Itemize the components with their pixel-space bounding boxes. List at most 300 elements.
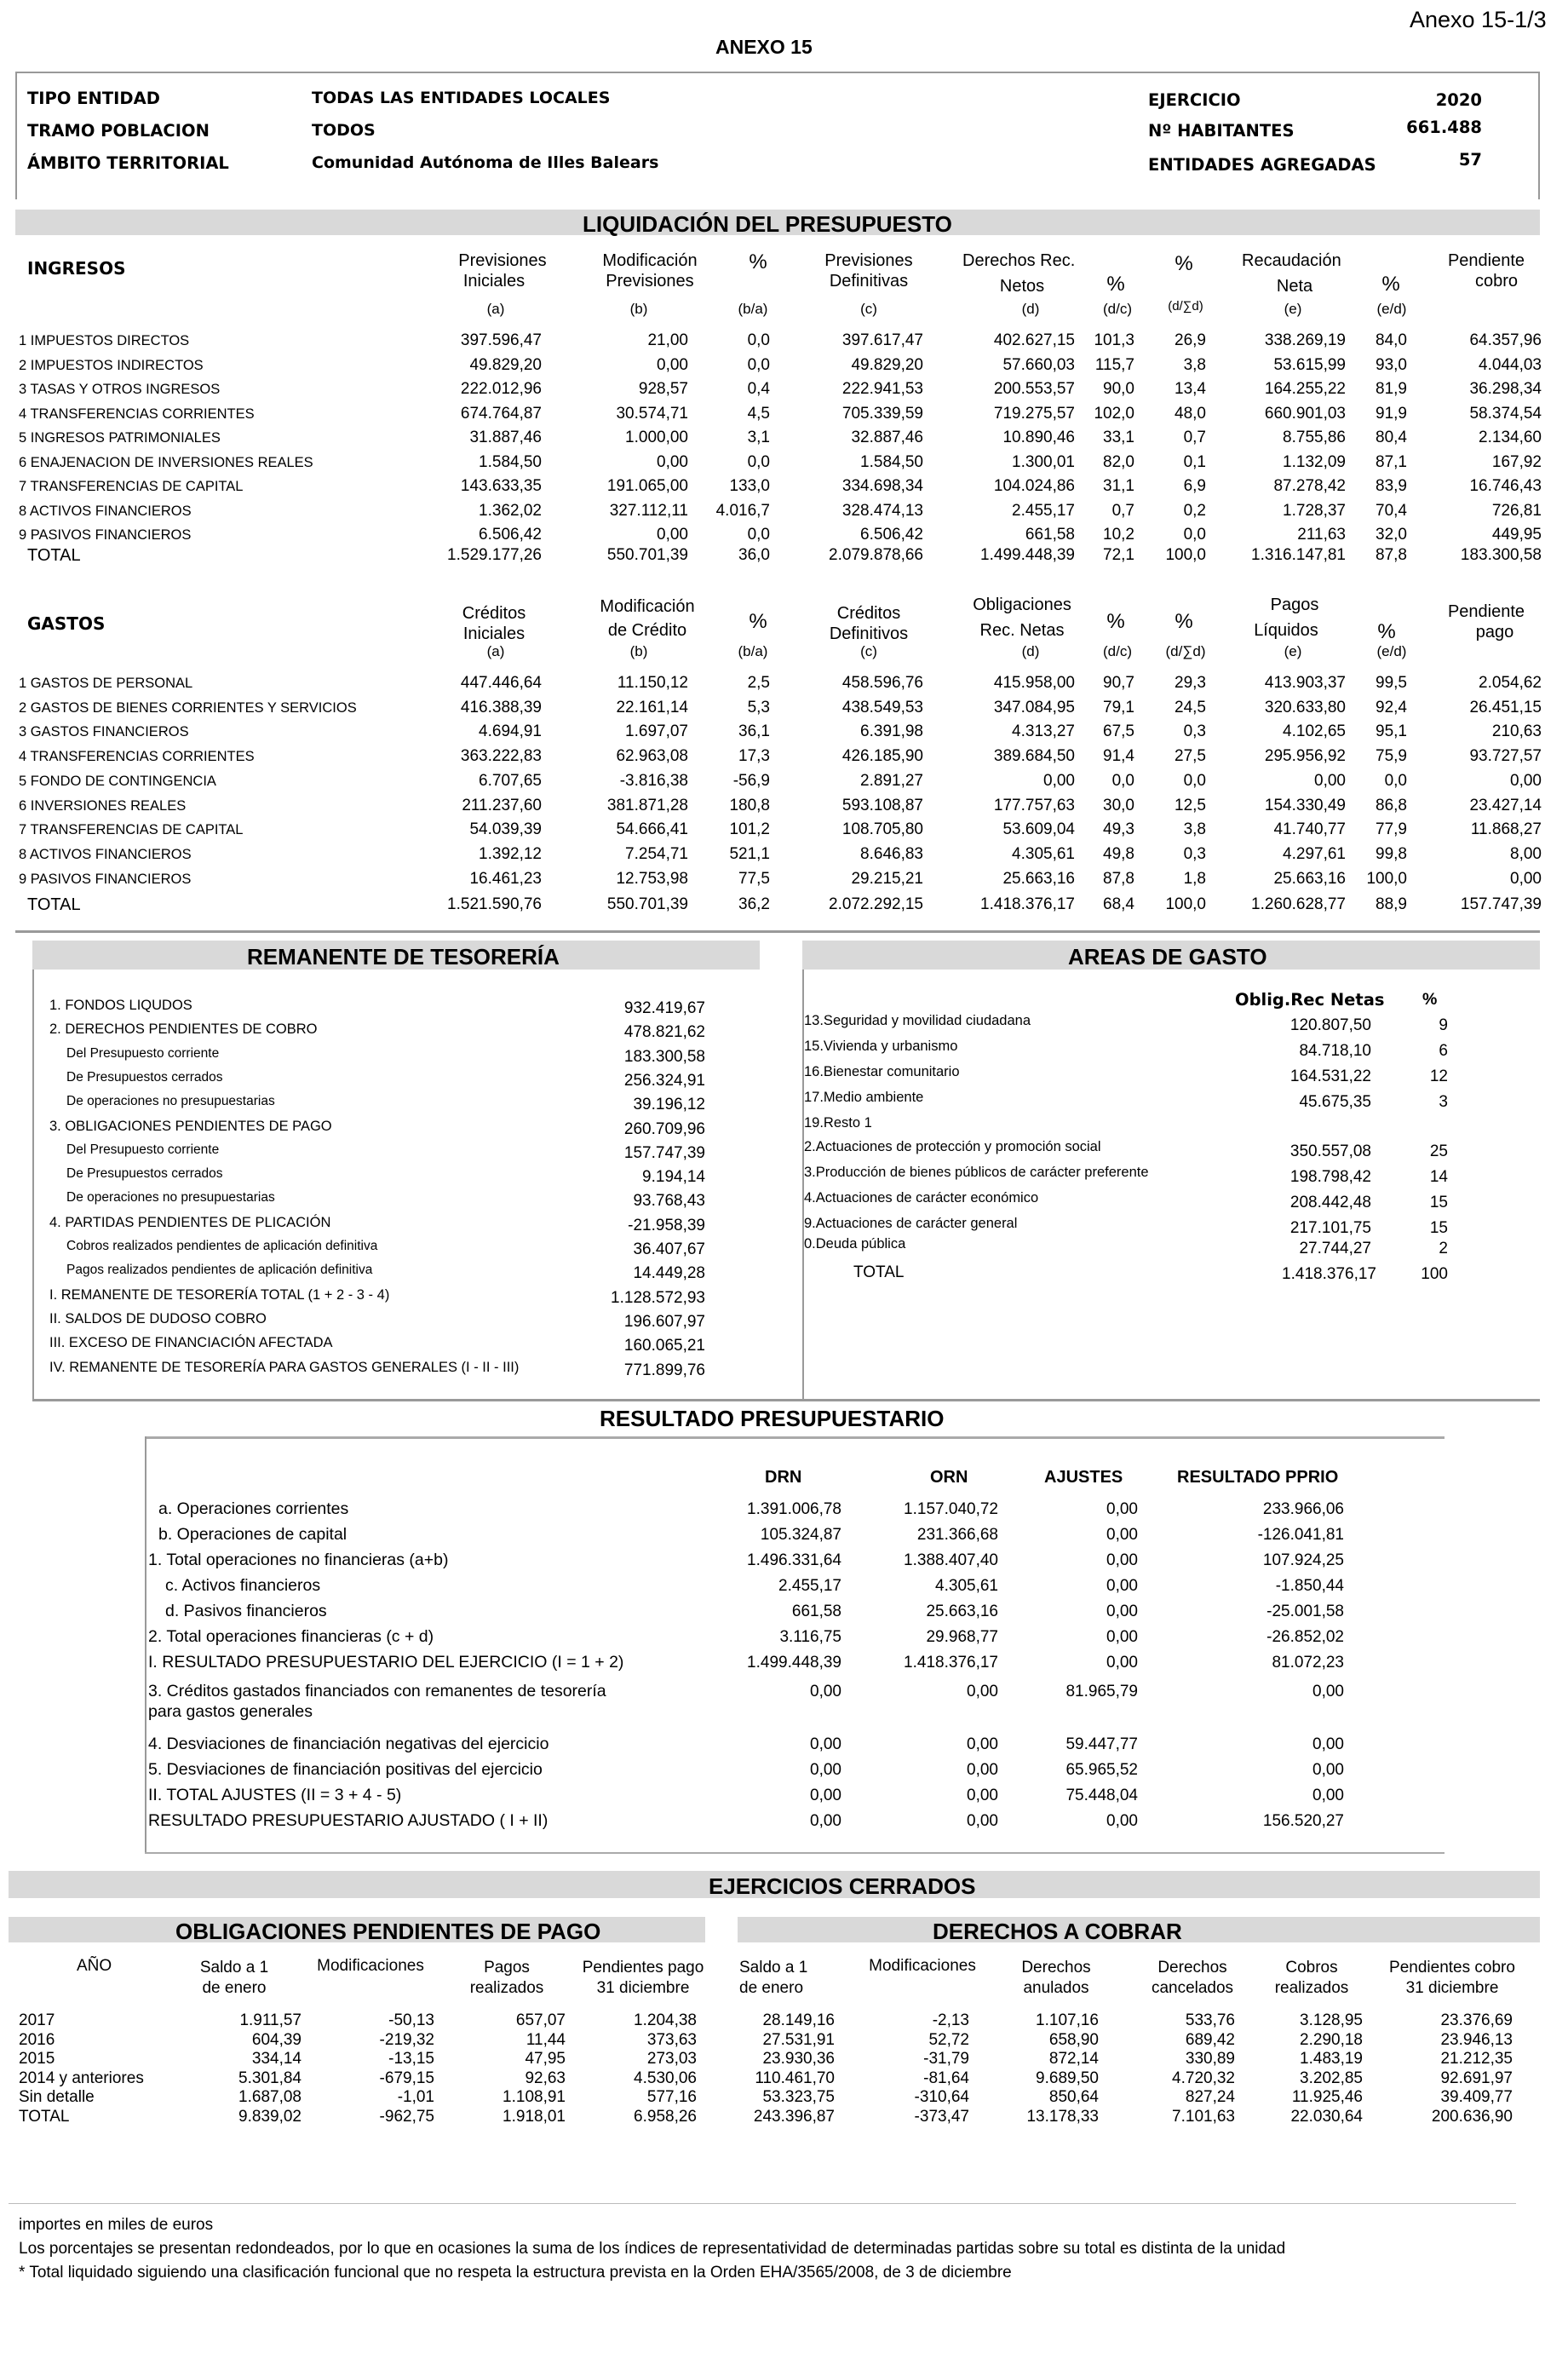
resultado-row-label: a. Operaciones corrientes [158,1499,349,1518]
gas-k-dc: (d/c) [1103,643,1132,659]
gastos-row-col-ed: 100,0 [1366,869,1407,888]
ingresos-row-col-b: 30.574,71 [616,404,688,423]
gas-k-b: (b) [629,643,648,659]
ingresos-row-col-c: 1.584,50 [860,452,923,471]
areas-row-label: 13.Seguridad y movilidad ciudadana [804,1013,1031,1028]
gastos-row-label: 8 ACTIVOS FINANCIEROS [19,846,192,862]
ingresos-row-col-pend: 2.134,60 [1479,429,1542,446]
resultado-row2-value: 0,00 [810,1735,841,1753]
gastos-row-col-dsd: 27,5 [1175,747,1206,766]
areas-row-value: 198.798,42 [1289,1168,1371,1186]
ingresos-row-col-e: 8.755,86 [1283,429,1346,446]
ingresos-row-col-a: 143.633,35 [460,477,542,495]
gastos-row-col-c: 2.891,27 [860,771,923,790]
cerrados-row-value: 23.930,36 [762,2050,835,2069]
tipo-entidad-label: TIPO ENTIDAD [27,89,160,108]
cerrados-row-value: 7.101,63 [1172,2108,1235,2126]
ingresos-row-col-b: 0,00 [657,526,688,544]
ing-h-pendiente-2: cobro [1474,272,1519,291]
ingresos-row-col-e: 1.728,37 [1283,501,1346,520]
areas-row-value: 350.557,08 [1289,1142,1371,1160]
resultado-row-value: 0,00 [1106,1654,1138,1672]
remanente-row-label: 3. OBLIGACIONES PENDIENTES DE PAGO [49,1118,332,1134]
cerrados-row-value: 27.531,91 [762,2030,835,2049]
resultado-row2-value: 0,00 [967,1787,998,1804]
cer-h-saldo-1: Saldo a 1 [199,1959,269,1977]
cerrados-row-value: 3.128,95 [1300,2011,1363,2029]
gastos-total-col-dc: 68,4 [1103,895,1134,913]
res-h-ajustes: AJUSTES [1044,1468,1123,1487]
resultado-row-value: 1.496.331,64 [747,1551,841,1569]
gastos-row-col-dsd: 29,3 [1175,674,1206,692]
resultado-row-value: 0,00 [1106,1603,1138,1620]
gastos-row-col-e: 154.330,49 [1264,796,1346,814]
ing-k-b: (b) [629,301,648,317]
gastos-row-col-d: 4.305,61 [1012,844,1075,863]
cerrados-row-value: 689,42 [1185,2030,1235,2049]
ing-k-c: (c) [860,301,877,317]
ing-h-modificacion-1: Modificación [602,251,698,270]
areas-left-border [802,970,804,1399]
gastos-row-col-a: 211.237,60 [462,796,542,814]
gas-h-modificacion-1: Modificación [600,597,695,616]
resultado-row2-value: 75.448,04 [1065,1787,1138,1804]
ing-h-previsiones-iniciales-2: Iniciales [462,272,526,291]
areas-row-label: 2.Actuaciones de protección y promoción social [804,1139,1101,1154]
ing-h-pct4: % [1381,273,1400,296]
ingresos-row-col-ba: 0,4 [747,380,770,398]
areas-row-value: 27.744,27 [1299,1240,1371,1257]
gastos-row-col-b: 62.963,08 [616,747,688,766]
areas-total-label: TOTAL [853,1263,905,1281]
ingresos-row-col-d: 104.024,86 [993,477,1075,495]
resultado-row-label: 2. Total operaciones financieras (c + d) [148,1627,434,1646]
cerrados-row-value: 22.030,64 [1290,2108,1363,2126]
gas-k-ba: (b/a) [738,643,768,659]
agregadas-value: 57 [1458,150,1482,170]
areas-h-pct: % [1422,990,1438,1009]
ingresos-row-col-d: 661,58 [1025,526,1075,544]
resultado-row-value: 81.072,23 [1272,1654,1344,1672]
resultado-row-value: 231.366,68 [916,1526,998,1544]
cer-h-pagos-1: Pagos [484,1959,530,1977]
areas-row-value: 120.807,50 [1289,1016,1371,1034]
cerrados-row-value: 334,14 [251,2050,302,2069]
ing-h-pendiente-1: Pendiente [1447,251,1525,270]
footer-note-3: * Total liquidado siguiendo una clasificación funcional que no respeta la estructura prevista en la Orden EHA/3565/2008, de 3 de diciembre [19,2264,1012,2282]
anexo-page-number: Anexo 15-1/3 [1410,7,1547,32]
gastos-row-col-dc: 67,5 [1103,722,1134,741]
gastos-row-col-d: 347.084,95 [993,698,1075,716]
ingresos-row-col-d: 1.300,01 [1012,452,1075,471]
resultado-row-value: 1.391.006,78 [747,1500,841,1518]
resultado-row-value: 1.157.040,72 [904,1500,998,1518]
gastos-total-col-ba: 36,2 [738,895,770,913]
ing-h-prev-def-1: Previsiones [824,251,913,270]
remanente-row-label: Pagos realizados pendientes de aplicación definitiva [66,1263,373,1278]
ingresos-row-col-dc: 115,7 [1094,355,1134,374]
ingresos-total-col-ed: 87,8 [1376,546,1407,564]
resultado-row-value: 1.388.407,40 [904,1551,998,1569]
cerrados-row-value: 92.691,97 [1440,2069,1513,2087]
gastos-row-col-ba: 77,5 [738,869,770,888]
gastos-row-col-ed: 99,8 [1376,844,1407,863]
remanente-left-border [32,970,34,1399]
ingresos-label: INGRESOS [27,258,126,279]
cerrados-row-value: 827,24 [1185,2088,1235,2107]
resultado-row-value: 0,00 [1106,1577,1138,1595]
gastos-row-col-b: 12.753,98 [616,869,688,888]
resultado-row-value: 1.418.376,17 [904,1654,998,1672]
remanente-row-value: 478.821,62 [623,1023,705,1042]
gastos-row-label: 6 INVERSIONES REALES [19,797,187,814]
footer-line [9,2203,1516,2204]
gastos-row-col-c: 426.185,90 [841,747,923,766]
cerrados-row-value: 28.149,16 [762,2011,835,2029]
cerrados-row-value: 1.687,08 [238,2088,302,2107]
ejercicio-value: 2020 [1435,90,1482,110]
cerrados-row-value: 1.204,38 [634,2011,697,2029]
ingresos-row-col-c: 222.941,53 [841,380,923,398]
ingresos-row-col-ba: 0,0 [747,452,770,471]
cerrados-row-value: -81,64 [923,2069,969,2087]
ingresos-row-col-a: 222.012,96 [460,380,542,398]
cer-h-dsaldo-1: Saldo a 1 [739,1959,808,1977]
resultado-r3-label-2: para gastos generales [148,1702,313,1721]
cerrados-row-value: 657,07 [515,2011,566,2029]
cerrados-row-value: -13,15 [388,2050,434,2069]
areas-row-label: 0.Deuda pública [804,1236,906,1252]
ingresos-row-col-pend: 36.298,34 [1469,380,1542,398]
gastos-row-col-d: 0,00 [1043,771,1075,790]
gastos-row-col-d: 4.313,27 [1012,722,1075,741]
ingresos-row-col-dc: 102,0 [1094,404,1134,423]
gastos-row-col-ba: 180,8 [729,796,770,814]
gastos-row-col-pend: 93.727,57 [1469,747,1542,766]
gastos-row-col-c: 8.646,83 [860,844,923,863]
cer-h-mod: Modificaciones [317,1957,424,1975]
areas-h-oblig: Oblig.Rec Netas [1235,990,1385,1010]
areas-row-value: 208.442,48 [1289,1194,1371,1211]
ingresos-row-col-dc: 90,0 [1103,380,1134,398]
gastos-row-col-e: 4.102,65 [1283,722,1346,741]
areas-row-label: 4.Actuaciones de carácter económico [804,1190,1039,1206]
cerrados-row-value: -679,15 [379,2069,434,2087]
gastos-row-col-a: 16.461,23 [469,869,542,888]
ingresos-row-col-ed: 84,0 [1376,331,1407,349]
remanente-row-label: 2. DERECHOS PENDIENTES DE COBRO [49,1021,318,1038]
ingresos-total-col-ba: 36,0 [738,546,770,564]
resultado-row-value: 233.966,06 [1262,1500,1344,1518]
gas-h-pct2: % [1106,610,1125,633]
gastos-row-col-pend: 0,00 [1510,771,1542,790]
cer-h-cobros-2: realizados [1274,1979,1349,1997]
gastos-row-col-e: 295.956,92 [1264,747,1346,766]
gastos-row-col-dc: 91,4 [1103,747,1134,766]
ingresos-row-col-pend: 726,81 [1491,501,1542,520]
gastos-row-col-ed: 77,9 [1376,820,1407,839]
ingresos-row-col-dsd: 6,9 [1183,477,1206,495]
gastos-row-col-dsd: 0,3 [1183,722,1206,741]
ingresos-row-col-dc: 33,1 [1103,429,1134,446]
ing-h-modificacion-2: Previsiones [606,272,694,291]
gas-k-d: (d) [1021,643,1040,659]
resultado-row2-value: 0,00 [1106,1812,1138,1830]
cer-h-pendc-2: 31 diciembre [1405,1979,1499,1997]
ingresos-row-col-c: 334.698,34 [841,477,923,495]
gastos-row-col-dc: 90,7 [1103,674,1134,692]
gastos-row-label: 1 GASTOS DE PERSONAL [19,676,193,691]
ingresos-row-col-d: 57.660,03 [1002,355,1075,374]
cerrados-row-value: -219,32 [379,2030,434,2049]
ing-k-e: (e) [1284,301,1302,317]
gastos-row-col-dsd: 0,3 [1183,844,1206,863]
resultado-top-line [32,1399,1540,1401]
gastos-row-col-e: 320.633,80 [1264,698,1346,716]
resultado-row-value: -126.041,81 [1257,1526,1344,1544]
resultado-row2-value: 0,00 [1312,1735,1344,1753]
gas-h-modificacion-2: de Crédito [607,621,687,640]
resultado-row-value: 0,00 [1106,1500,1138,1518]
resultado-r3-label-1: 3. Créditos gastados financiados con remanentes de tesorería [148,1682,606,1700]
gastos-row-col-c: 108.705,80 [841,820,923,839]
cerrados-row-value: -50,13 [388,2011,434,2029]
ingresos-row-col-e: 87.278,42 [1273,477,1346,495]
ingresos-row-col-pend: 16.746,43 [1469,477,1542,495]
cerrados-row-value: 4.720,32 [1172,2069,1235,2087]
ingresos-row-col-dsd: 0,7 [1183,429,1206,446]
gas-h-pct1: % [749,610,767,633]
gastos-row-col-e: 25.663,16 [1273,869,1346,888]
anexo-title: ANEXO 15 [715,36,813,58]
ingresos-row-col-ba: 4,5 [747,404,770,423]
ingresos-row-col-dsd: 0,2 [1183,501,1206,520]
remanente-row-value: 260.709,96 [623,1119,705,1138]
cerrados-row-value: 13.178,33 [1026,2108,1099,2126]
ingresos-row-col-ed: 83,9 [1376,477,1407,495]
ingresos-row-col-dsd: 26,9 [1175,331,1206,349]
resultado-row-value: 661,58 [791,1603,841,1620]
cerrados-row-value: 39.409,77 [1440,2088,1513,2107]
ingresos-row-col-a: 6.506,42 [479,526,542,544]
cerrados-row-label: Sin detalle [19,2088,95,2107]
cer-h-cobros-1: Cobros [1285,1959,1338,1977]
remanente-row-label: De Presupuestos cerrados [66,1069,223,1085]
cerrados-row-value: 21.212,35 [1440,2050,1513,2069]
ingresos-row-label: 1 IMPUESTOS DIRECTOS [19,333,190,348]
header-box [15,72,1540,199]
cerrados-row-value: 577,16 [646,2088,697,2107]
ingresos-row-label: 7 TRANSFERENCIAS DE CAPITAL [19,479,244,494]
ingresos-row-col-ed: 70,4 [1376,501,1407,520]
ingresos-row-col-dc: 31,1 [1103,477,1134,495]
remanente-row-label: Cobros realizados pendientes de aplicación definitiva [66,1239,378,1253]
gas-h-creditos-def-2: Definitivos [829,624,909,643]
resultado-row2-value: 59.447,77 [1065,1735,1138,1753]
ing-k-d: (d) [1021,301,1040,317]
res-h-orn: ORN [930,1468,968,1487]
cerrados-row-value: 11,44 [526,2030,566,2049]
gastos-total-label: TOTAL [27,895,81,914]
resultado-bottom-line [145,1852,1445,1854]
gastos-row-label: 9 PASIVOS FINANCIEROS [19,871,192,887]
gastos-row-col-dc: 79,1 [1103,698,1134,716]
ing-h-recaudacion-2: Neta [1276,277,1313,296]
gas-h-creditos-ini-1: Créditos [462,604,526,623]
gastos-row-col-dc: 30,0 [1103,796,1134,814]
ing-h-derechos-1: Derechos Rec. [962,251,1076,270]
cerrados-row-value: 52,72 [928,2030,969,2049]
ingresos-row-col-b: 0,00 [657,452,688,471]
ingresos-row-label: 5 INGRESOS PATRIMONIALES [19,430,221,446]
cerrados-row-value: 4.530,06 [634,2069,697,2087]
cerrados-row-value: 533,76 [1185,2011,1235,2029]
gastos-row-col-d: 25.663,16 [1002,869,1075,888]
remanente-row-value: 36.407,67 [633,1240,705,1258]
gastos-row-col-pend: 26.451,15 [1469,698,1542,716]
gastos-row-col-ed: 92,4 [1376,698,1407,716]
gastos-row-col-d: 177.757,63 [993,796,1075,814]
areas-row-value: 84.718,10 [1299,1042,1371,1060]
gastos-row-col-ba: 17,3 [738,747,770,766]
ingresos-row-col-c: 49.829,20 [851,355,923,374]
ingresos-row-col-b: 327.112,11 [609,501,688,520]
gas-h-creditos-ini-2: Iniciales [462,624,526,643]
ingresos-total-col-e: 1.316.147,81 [1251,546,1346,564]
gastos-row-col-d: 415.958,00 [993,674,1075,692]
ingresos-total-col-pend: 183.300,58 [1460,546,1542,564]
habitantes-label: Nº HABITANTES [1148,121,1295,141]
gas-k-c: (c) [860,643,877,659]
gas-h-pagos-1: Pagos [1270,596,1319,614]
cer-h-canc-1: Derechos [1157,1959,1227,1977]
remanente-row-label: 4. PARTIDAS PENDIENTES DE PLICACIÓN [49,1214,331,1230]
gas-h-creditos-def-1: Créditos [836,604,901,623]
resultado-row2-value: 0,00 [810,1761,841,1779]
gastos-total-col-b: 550.701,39 [606,895,688,913]
gas-k-dsd: (d/∑d) [1165,643,1206,659]
cerrados-row-label: 2017 [19,2011,55,2029]
agregadas-label: ENTIDADES AGREGADAS [1148,155,1376,175]
remanente-row-value: 157.747,39 [623,1143,705,1162]
gastos-row-col-ed: 95,1 [1376,722,1407,741]
ingresos-row-col-dc: 10,2 [1103,526,1134,544]
ingresos-row-col-b: 1.000,00 [625,429,688,446]
gastos-row-label: 2 GASTOS DE BIENES CORRIENTES Y SERVICIOS [19,699,357,716]
cerrados-row-label: TOTAL [19,2108,70,2126]
gas-h-pagos-2: Líquidos [1254,621,1318,640]
ingresos-row-col-c: 705.339,59 [841,404,923,423]
gastos-row-col-d: 53.609,04 [1002,820,1075,839]
cerrados-row-value: -2,13 [932,2011,969,2029]
gastos-row-col-dc: 49,8 [1103,844,1134,863]
gastos-row-col-ba: 5,3 [747,698,770,716]
cer-h-anul-2: anulados [1023,1979,1089,1997]
resultado-row2-value: 65.965,52 [1065,1761,1138,1779]
gastos-row-col-ed: 86,8 [1376,796,1407,814]
ing-h-derechos-2: Netos [999,277,1045,296]
remanente-row-value: 256.324,91 [623,1071,705,1090]
ingresos-row-col-e: 1.132,09 [1283,452,1346,471]
areas-row-label: 9.Actuaciones de carácter general [804,1216,1018,1231]
gastos-row-col-ba: -56,9 [732,771,770,790]
remanente-row-label: De operaciones no presupuestarias [66,1190,275,1206]
areas-total-pct: 100 [1421,1265,1448,1283]
areas-row-pct: 9 [1439,1016,1448,1034]
ingresos-row-col-pend: 58.374,54 [1469,404,1542,423]
cerrados-row-label: 2015 [19,2050,55,2069]
ing-k-dc: (d/c) [1103,301,1132,317]
ing-k-a: (a) [486,301,505,317]
resultado-row-value: 0,00 [1106,1628,1138,1646]
cerrados-row-value: 658,90 [1048,2030,1099,2049]
remanente-row-label: II. SALDOS DE DUDOSO COBRO [49,1310,267,1326]
gastos-row-col-b: 7.254,71 [625,844,688,863]
resultado-header-line [145,1436,1445,1439]
gastos-row-col-a: 54.039,39 [469,820,542,839]
gastos-row-label: 7 TRANSFERENCIAS DE CAPITAL [19,822,244,838]
gas-k-a: (a) [486,643,505,659]
gastos-row-col-c: 458.596,76 [841,674,923,692]
cerrados-row-value: -31,79 [923,2050,969,2069]
gastos-total-col-d: 1.418.376,17 [980,895,1075,913]
gas-h-pendiente-1: Pendiente [1447,602,1525,621]
resultado-row-value: 105.324,87 [760,1526,841,1544]
ingresos-row-col-e: 164.255,22 [1264,380,1346,398]
cerrados-row-value: 47,95 [525,2050,566,2069]
gastos-row-col-a: 447.446,64 [460,674,542,692]
gas-h-obligaciones-1: Obligaciones [973,596,1071,614]
ing-h-pct3: % [1175,252,1193,275]
ingresos-row-col-ba: 133,0 [729,477,770,495]
resultado-r3-value: 0,00 [810,1683,841,1700]
gastos-row-col-ed: 75,9 [1376,747,1407,766]
cerrados-row-value: 110.461,70 [755,2069,835,2087]
gastos-row-col-pend: 210,63 [1491,722,1542,741]
areas-row-pct: 15 [1429,1219,1448,1237]
resultado-row-label: d. Pasivos financieros [165,1602,327,1620]
ing-k-ed: (e/d) [1376,301,1407,317]
remanente-row-value: 1.128.572,93 [611,1288,705,1307]
cerrados-row-value: 200.636,90 [1431,2108,1513,2126]
liquidacion-title: LIQUIDACIÓN DEL PRESUPUESTO [583,211,952,237]
ingresos-row-col-c: 397.617,47 [841,331,923,349]
ingresos-row-col-dc: 0,7 [1111,501,1134,520]
resultado-row2-label: 5. Desviaciones de financiación positivas del ejercicio [148,1760,543,1779]
resultado-row-label: I. RESULTADO PRESUPUESTARIO DEL EJERCICIO (I = 1 + 2) [148,1653,624,1672]
gastos-row-label: 3 GASTOS FINANCIEROS [19,724,189,740]
gas-h-pendiente-2: pago [1475,623,1514,642]
gastos-row-col-dsd: 1,8 [1183,869,1206,888]
cerrados-row-value: 9.839,02 [238,2108,302,2126]
areas-row-label: 16.Bienestar comunitario [804,1064,960,1079]
ingresos-row-col-d: 10.890,46 [1002,429,1075,446]
remanente-row-value: 93.768,43 [633,1192,705,1211]
remanente-row-label: Del Presupuesto corriente [66,1142,220,1157]
resultado-row-value: 0,00 [1106,1551,1138,1569]
remanente-row-label: Del Presupuesto corriente [66,1045,220,1061]
gastos-row-col-ba: 36,1 [738,722,770,741]
resultado-row-label: 1. Total operaciones no financieras (a+b) [148,1551,449,1569]
cerrados-row-value: 3.202,85 [1300,2069,1363,2087]
cerrados-row-value: 373,63 [646,2030,697,2049]
resultado-left-border [145,1436,146,1854]
gastos-label: GASTOS [27,613,106,634]
gastos-row-col-b: 1.697,07 [625,722,688,741]
cerrados-row-value: 273,03 [646,2050,697,2069]
gastos-row-col-c: 6.391,98 [860,722,923,741]
cerrados-row-value: 53.323,75 [762,2088,835,2107]
